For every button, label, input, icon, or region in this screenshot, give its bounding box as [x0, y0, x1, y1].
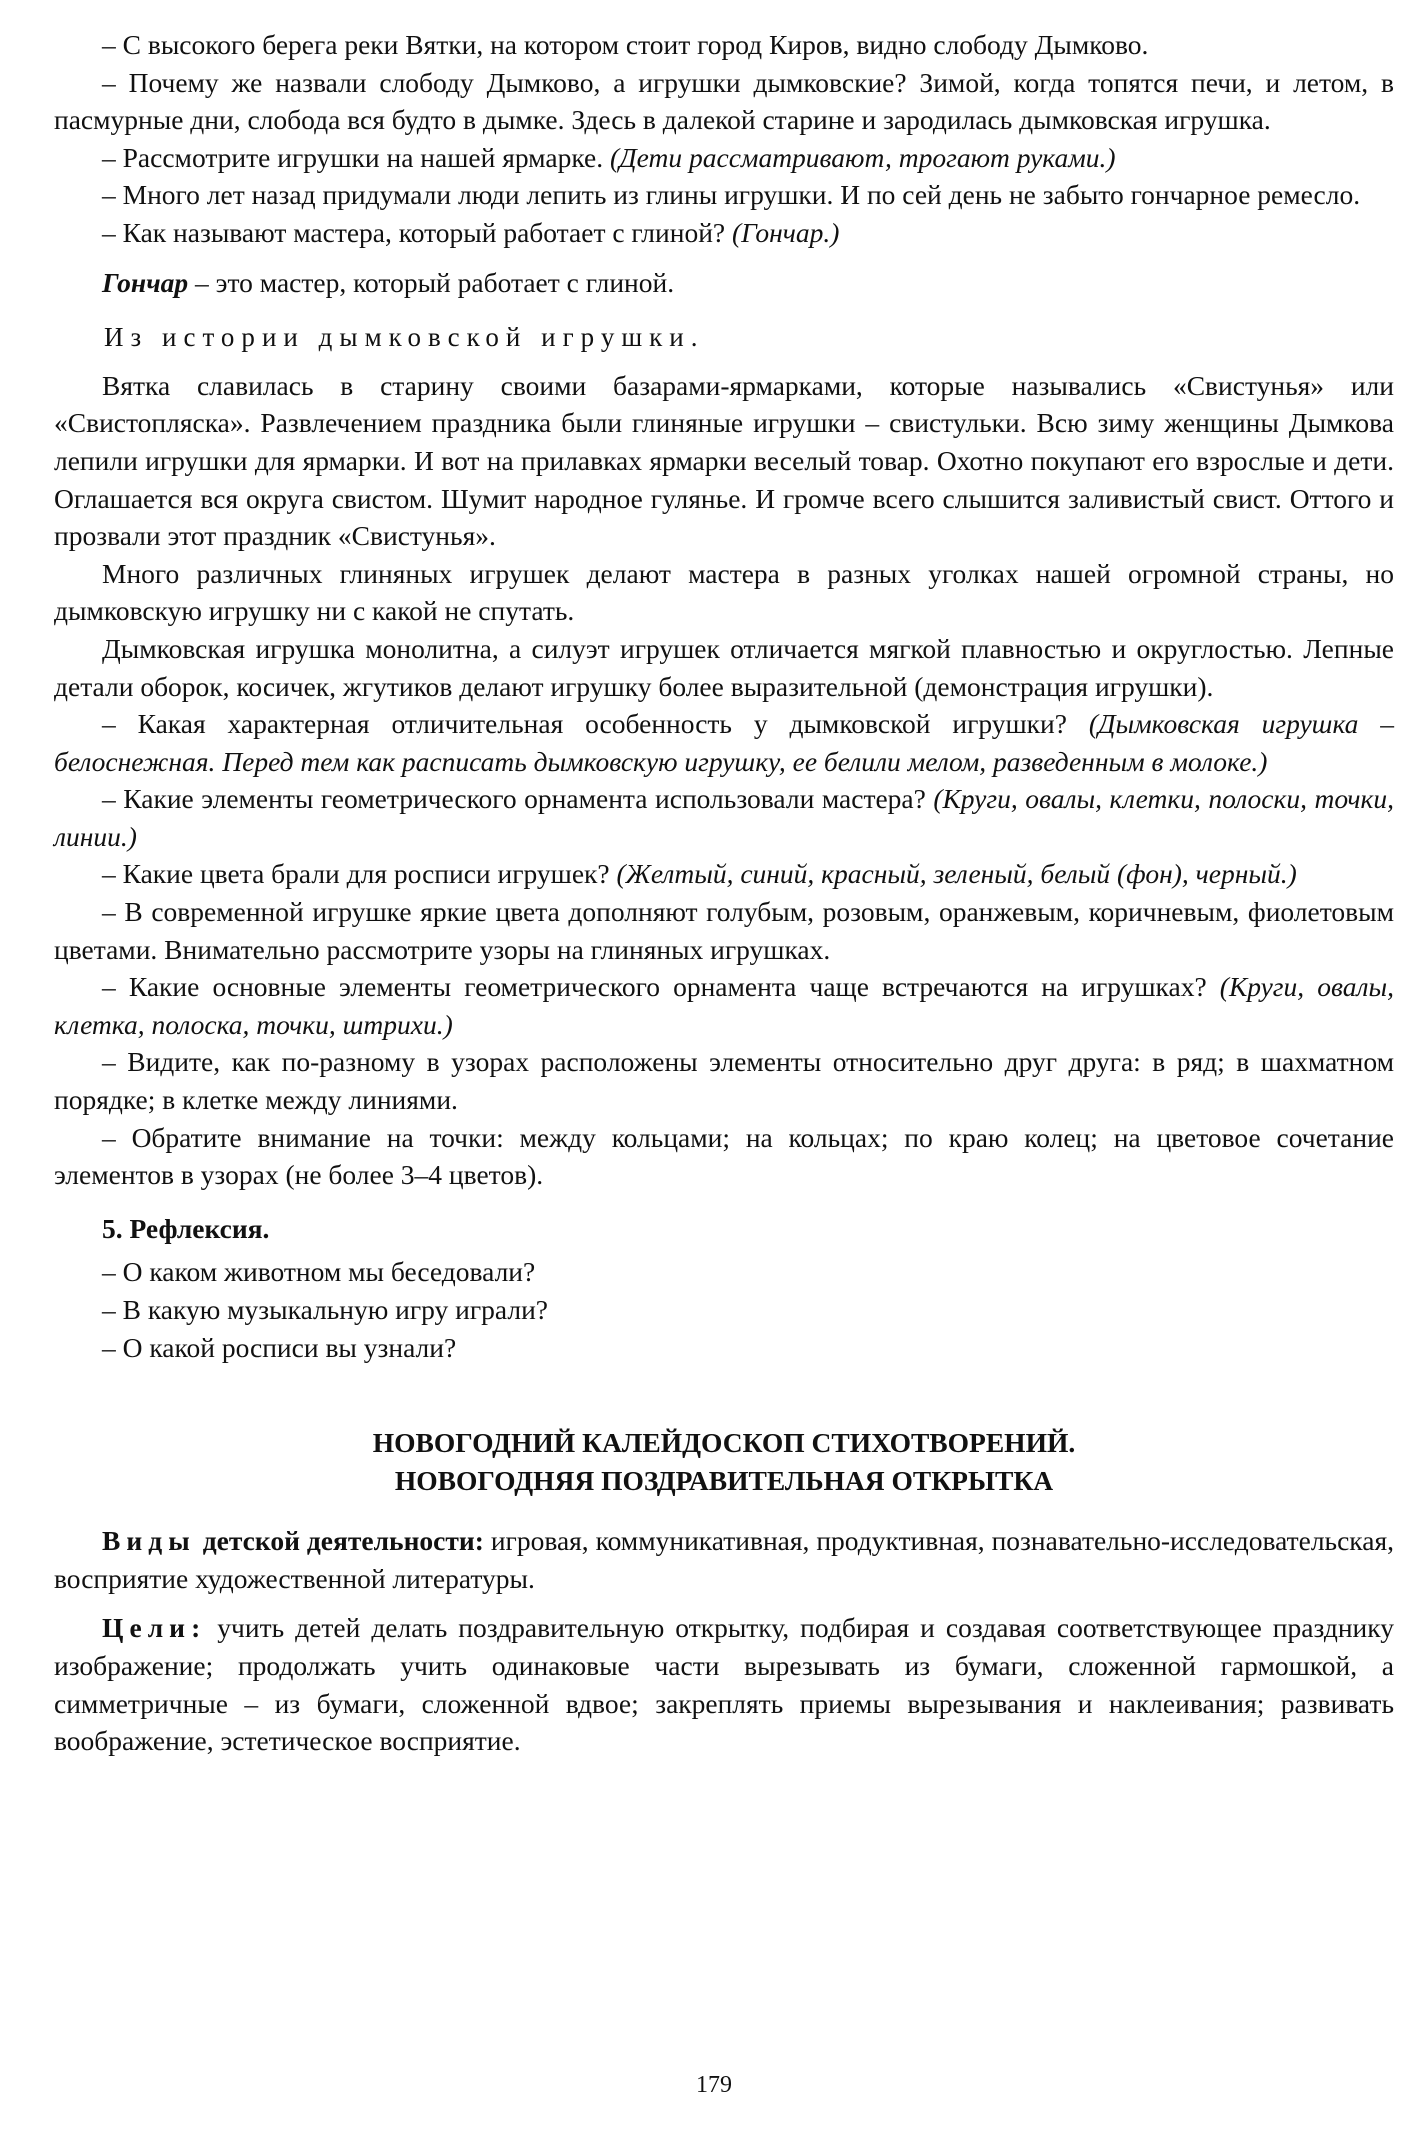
question-line: – О каком животном мы беседовали? — [102, 1256, 536, 1288]
activities-label: Виды — [102, 1525, 196, 1557]
section-heading: Из истории дымковской игрушки. — [104, 322, 705, 353]
paragraph: Много различных глиняных игрушек делают мастера в разных уголках нашей огромной страны, но дымковскую игрушку ни с какой не спутать. — [54, 557, 1394, 627]
italic-note: (Желтый, синий, красный, зеленый, белый (фон), черный.) — [616, 858, 1297, 890]
italic-note: (Гончар.) — [732, 216, 840, 248]
lesson-title — [54, 1424, 1394, 1500]
paragraph: – Какие цвета брали для росписи игрушек? (Желтый, синий, красный, зеленый, белый (фон), черный.) — [102, 858, 1297, 890]
italic-note: (Дети рассматривают, трогают руками.) — [610, 141, 1116, 173]
goals-paragraph: Цели: учить детей делать поздравительную открытку, подбирая и создавая соответствующее празднику изображение; продолжать учить одинаковые части вырезывать из бумаги, сложенной гармошкой, а симметричные – из бумаги, сложенной вдвое; закреплять приемы вырезывания и наклеивания; развивать воображение, эстетическое восприятие. — [54, 1612, 1394, 1757]
paragraph: – Какие основные элементы геометрического орнамента чаще встречаются на игрушках? (Круги, овалы, клетка, полоска, точки, штрихи.) — [54, 971, 1394, 1040]
paragraph: – С высокого берега реки Вятки, на котором стоит город Киров, видно слободу Дымково. — [102, 29, 1149, 60]
italic-note: (Круги, овалы, клетка, полоска, точки, штрихи.) — [54, 971, 1394, 1040]
paragraph: – В современной игрушке яркие цвета дополняют голубым, розовым, оранжевым, коричневым, фиолетовым цветами. Внимательно рассмотрите узоры на глиняных игрушках. — [54, 896, 1394, 965]
definition-paragraph: Гончар – это мастер, который работает с глиной. — [102, 266, 675, 298]
paragraph: – Рассмотрите игрушки на нашей ярмарке. (Дети рассматривают, трогают руками.) — [102, 141, 1116, 173]
paragraph: Дымковская игрушка монолитна, а силуэт игрушек отличается мягкой плавностью и округлостью. Лепные детали оборок, косичек, жгутиков делают игрушку более выразительной (демонстрация игрушки). — [54, 632, 1394, 702]
paragraph: – Видите, как по-разному в узорах расположены элементы относительно друг друга: в ряд; в шахматном порядке; в клетке между линиями. — [54, 1046, 1394, 1116]
activities-label-rest: детской деятельности: — [195, 1525, 484, 1557]
goals-label: Цели: — [102, 1612, 207, 1644]
paragraph: Вятка славилась в старину своими базарами-ярмарками, которые назывались «Свистунья» или «Свистопляска». Развлечением праздника были глиняные игрушки – свистульки. Всю зиму женщины Дымкова лепили игрушки для ярмарки. И вот на прилавках ярмарки веселый товар. Охотно покупают его взрослые и дети. Оглашается вся округа свистом. Шумит народное гулянье. И громче всего слышится заливистый свист. Оттого и прозвали этот праздник «Свистунья». — [54, 369, 1394, 552]
italic-note: (Дымковская игрушка – белоснежная. Перед тем как расписать дымковскую игрушку, ее белили мелом, разведенным в молоке.) — [54, 708, 1394, 777]
paragraph: – Обратите внимание на точки: между кольцами; на кольцах; по краю колец; на цветовое сочетание элементов в узорах (не более 3–4 цветов). — [54, 1121, 1394, 1191]
italic-note: (Круги, овалы, клетки, полоски, точки, линии.) — [54, 783, 1395, 852]
activities-paragraph: Виды детской деятельности: игровая, коммуникативная, продуктивная, познавательно-исследовательская, восприятие художественной литературы. — [54, 1525, 1394, 1594]
paragraph: – Какая характерная отличительная особенность у дымковской игрушки? (Дымковская игрушка – белоснежная. Перед тем как расписать дымковскую игрушку, ее белили мелом, разведенным в молоке.) — [54, 708, 1394, 777]
paragraph: – Много лет назад придумали люди лепить из глины игрушки. И по сей день не забыто гончарное ремесло. — [102, 179, 1361, 211]
lesson-title-line: НОВОГОДНЯЯ ПОЗДРАВИТЕЛЬНАЯ ОТКРЫТКА — [394, 1465, 1054, 1497]
section-heading: 5. Рефлексия. — [102, 1212, 270, 1244]
question-line: – О какой росписи вы узнали? — [102, 1331, 457, 1363]
paragraph: – Почему же назвали слободу Дымково, а игрушки дымковские? Зимой, когда топятся печи, и летом, в пасмурные дни, слобода вся будто в дымке. Здесь в далекой старине и зародилась дымковская игрушка. — [54, 66, 1394, 136]
page-number: 179 — [696, 2072, 732, 2098]
lesson-title-line: НОВОГОДНИЙ КАЛЕЙДОСКОП СТИХОТВОРЕНИЙ. — [372, 1427, 1076, 1459]
paragraph: – Как называют мастера, который работает с глиной? (Гончар.) — [102, 216, 840, 248]
defined-term: Гончар — [102, 266, 189, 298]
paragraph: – Какие элементы геометрического орнамента использовали мастера? (Круги, овалы, клетки, полоски, точки, линии.) — [54, 783, 1395, 852]
question-line: – В какую музыкальную игру играли? — [102, 1294, 549, 1325]
